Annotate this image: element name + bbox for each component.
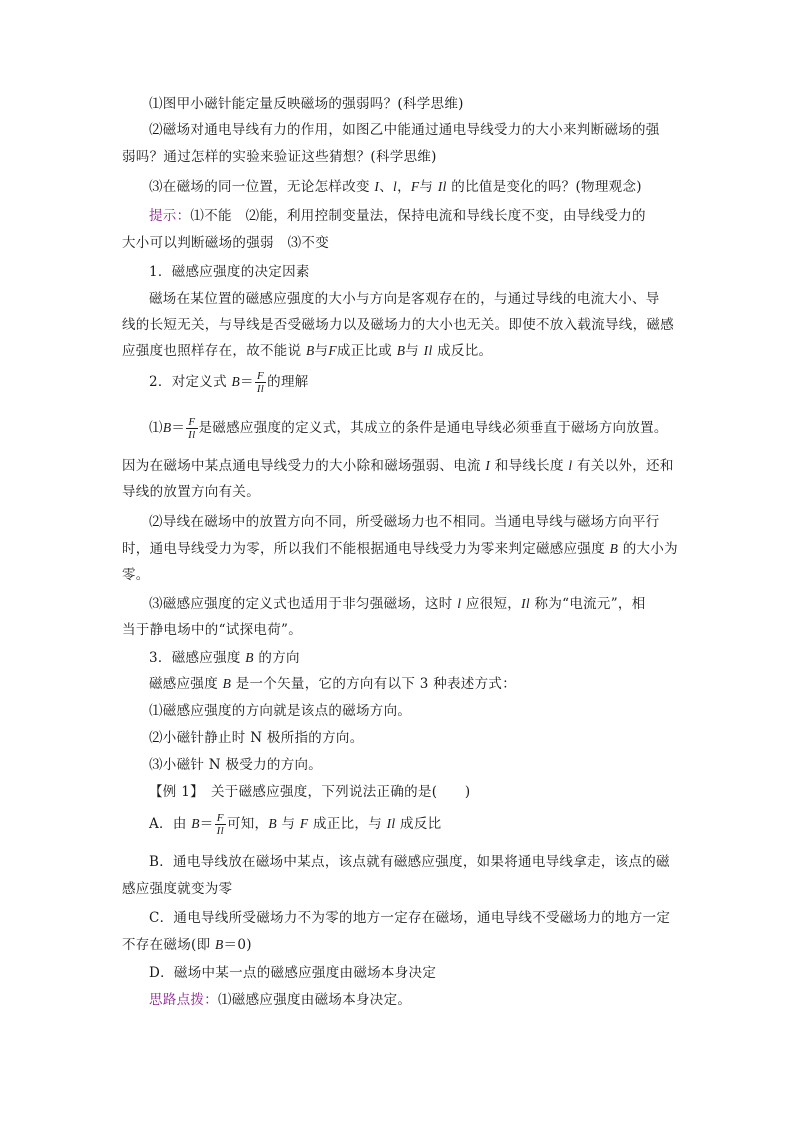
- tip-label: 思路点拨：: [149, 992, 218, 1008]
- option-b-line-2: 感应强度就变为零: [122, 881, 233, 897]
- para-2-1-line-1: ⑴B＝ $\frac{F}{Il}$ 是磁感应强度的定义式，其成立的条件是通电导线必须垂直于磁场方向放置。: [149, 416, 668, 441]
- question-1: ⑴图甲小磁针能定量反映磁场的强弱吗？(科学思维): [149, 96, 464, 112]
- fraction-F-over-Il: $\frac{F}{Il}$: [188, 416, 196, 441]
- para-2-3-line-2: 当于静电场中的“试探电荷”。: [122, 622, 303, 638]
- question-2-line-2: 弱吗？通过怎样的实验来验证这些猜想？(科学思维): [122, 149, 437, 165]
- hint-line-1: 提示：⑴不能 ⑵能，利用控制变量法，保持电流和导线长度不变，由导线受力的: [149, 208, 646, 224]
- para-2-1-line-2: 因为在磁场中某点通电导线受力的大小除和磁场强弱、电流 I 和导线长度 l 有关以外，还和: [122, 458, 674, 474]
- para-2-2-line-3: 零。: [122, 567, 150, 583]
- example-1: 【例 1】 关于磁感应强度，下列说法正确的是( ): [149, 784, 471, 800]
- para-3-item-3: ⑶小磁针 N 极受力的方向。: [149, 757, 323, 773]
- hint-label: 提示：: [149, 208, 191, 224]
- para-2-3-line-1: ⑶磁感应强度的定义式也适用于非匀强磁场，这时 l 应很短，Il 称为“电流元”，相: [149, 596, 646, 612]
- para-3-item-2: ⑵小磁针静止时 N 极所指的方向。: [149, 730, 364, 746]
- para-1-line-1: 磁场在某位置的磁感应强度的大小与方向是客观存在的，与通过导线的电流大小、导: [149, 291, 660, 307]
- option-c-line-2: 不存在磁场(即 B＝0): [122, 937, 252, 953]
- solution-tip: 思路点拨：⑴磁感应强度由磁场本身决定。: [149, 992, 412, 1008]
- option-d: D．磁场中某一点的磁感应强度由磁场本身决定: [149, 965, 437, 981]
- para-1-line-3: 应强度也照样存在，故不能说 B与F成正比或 B与 Il 成反比。: [122, 343, 493, 359]
- section-heading-2: 2．对定义式 B＝ $\frac{F}{Il}$ 的理解: [149, 370, 309, 395]
- para-3-intro: 磁感应强度 B 是一个矢量，它的方向有以下 3 种表述方式：: [149, 676, 517, 692]
- question-3: ⑶在磁场的同一位置，无论怎样改变 I、l，F与 Il 的比值是变化的吗？(物理观念): [149, 179, 642, 195]
- section-heading-3: 3．磁感应强度 B 的方向: [149, 650, 300, 666]
- para-2-2-line-2: 时，通电导线受力为零，所以我们不能根据通电导线受力为零来判定磁感应强度 B 的大小为: [122, 541, 678, 557]
- question-2-line-1: ⑵磁场对通电导线有力的作用，如图乙中能通过通电导线受力的大小来判断磁场的强: [149, 122, 660, 138]
- fraction-F-over-Il: $\frac{F}{Il}$: [256, 370, 265, 395]
- hint-line-2: 大小可以判断磁场的强弱 ⑶不变: [122, 235, 329, 251]
- option-b-line-1: B．通电导线放在磁场中某点，该点就有磁感应强度，如果将通电导线拿走，该点的磁: [149, 854, 670, 870]
- para-3-item-1: ⑴磁感应强度的方向就是该点的磁场方向。: [149, 703, 412, 719]
- para-2-2-line-1: ⑵导线在磁场中的放置方向不同，所受磁场力也不相同。当通电导线与磁场方向平行: [149, 514, 660, 530]
- option-c-line-1: C．通电导线所受磁场力不为零的地方一定存在磁场，通电导线不受磁场力的地方一定: [149, 910, 671, 926]
- example-label: 【例 1】: [149, 784, 198, 800]
- para-2-1-line-3: 导线的放置方向有关。: [122, 484, 260, 500]
- section-heading-1: 1．磁感应强度的决定因素: [149, 264, 310, 280]
- para-1-line-2: 线的长短无关，与导线是否受磁场力以及磁场力的大小也无关。即使不放入载流导线，磁感: [122, 317, 674, 333]
- fraction-F-over-Il: $\frac{F}{Il}$: [216, 812, 224, 837]
- option-a: A．由 B＝ $\frac{F}{Il}$ 可知，B 与 F 成正比，与 Il 成反比: [149, 812, 442, 837]
